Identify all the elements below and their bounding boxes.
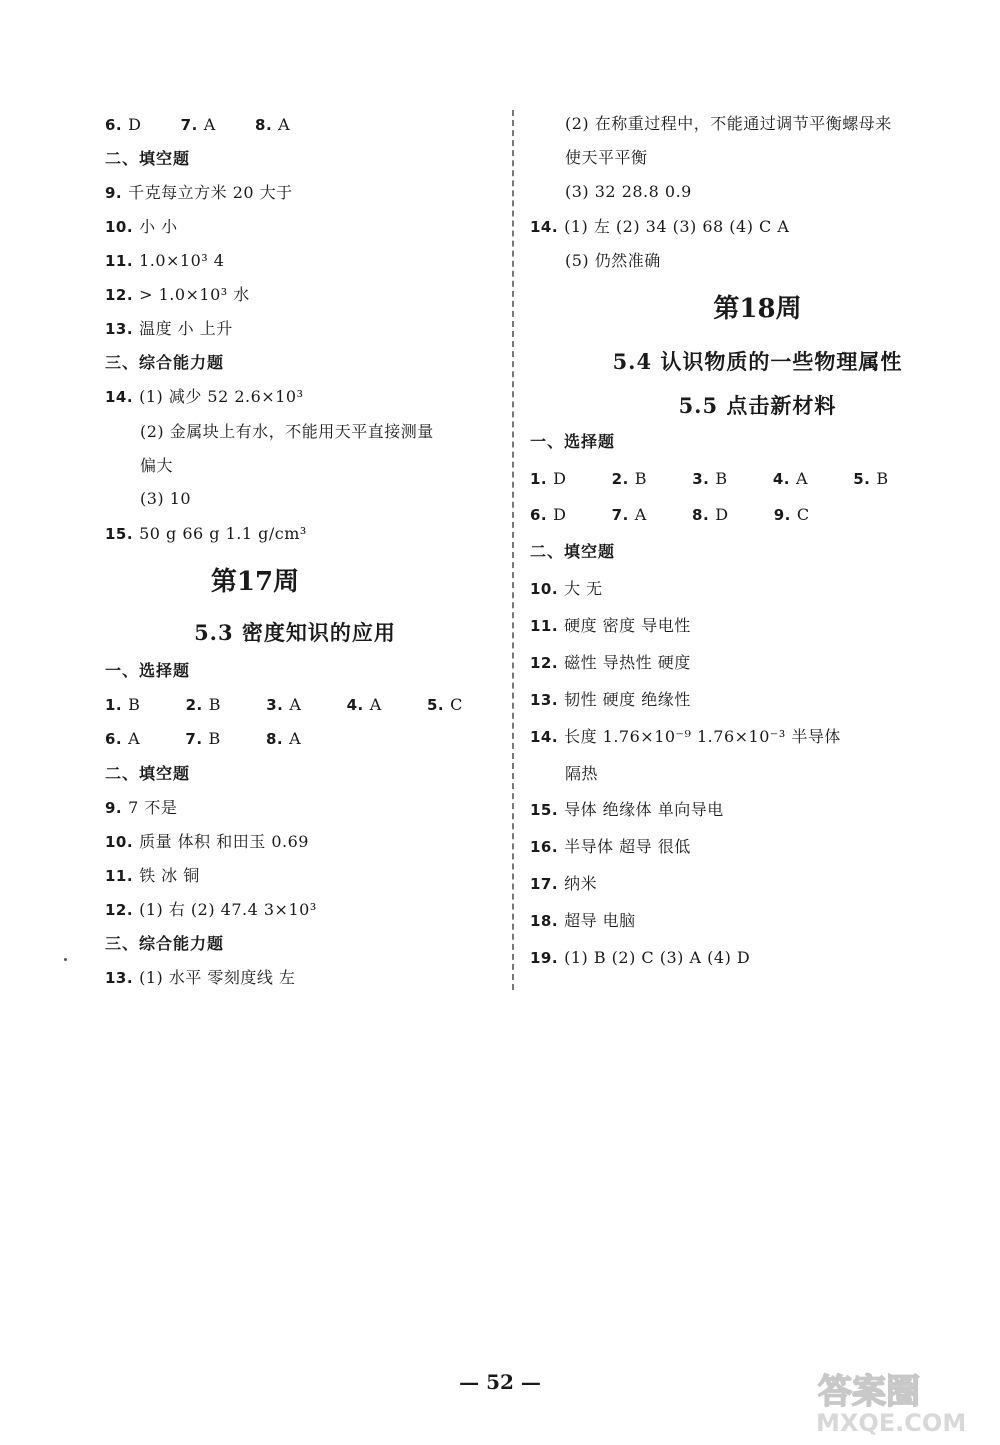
question-number: 2. bbox=[611, 470, 629, 488]
answer-row bbox=[530, 911, 636, 931]
answer-row: (3) 32 28.8 0.9 bbox=[565, 182, 692, 201]
question-number: 14. bbox=[105, 388, 134, 406]
answer-text: 1.0×10³ 4 bbox=[139, 251, 225, 270]
question-number: 1. bbox=[530, 470, 548, 488]
question-number: 1. bbox=[105, 696, 123, 714]
question-number: 4. bbox=[772, 470, 790, 488]
answer-row bbox=[105, 251, 224, 271]
answer-row bbox=[105, 968, 296, 988]
answer-text: 磁性 导热性 硬度 bbox=[564, 653, 691, 672]
question-number: 10. bbox=[105, 833, 134, 851]
answer-row bbox=[530, 727, 841, 747]
answer-row bbox=[105, 798, 177, 818]
question-number: 9. bbox=[105, 184, 123, 202]
answer-text: 质量 体积 和田玉 0.69 bbox=[139, 832, 309, 851]
question-number: 16. bbox=[530, 838, 559, 856]
section-heading: 二、填空题 bbox=[105, 149, 191, 168]
answer-text: B bbox=[128, 695, 141, 714]
answer-text: D bbox=[715, 505, 729, 524]
question-number: 12. bbox=[530, 654, 559, 672]
answer-text: 千克每立方米 20 大于 bbox=[128, 183, 293, 202]
answer-row bbox=[530, 948, 750, 968]
question-number: 15. bbox=[105, 525, 134, 543]
section-heading: 三、综合能力题 bbox=[105, 353, 225, 372]
question-number: 13. bbox=[105, 969, 134, 987]
answer-text: B bbox=[208, 729, 221, 748]
topic-title: 5.4 认识物质的一些物理属性 bbox=[612, 349, 903, 374]
answer-row bbox=[105, 524, 307, 544]
answer-row bbox=[105, 115, 290, 135]
answer-text: B bbox=[715, 469, 728, 488]
question-number: 15. bbox=[530, 801, 559, 819]
answer-text: (1) B (2) C (3) A (4) D bbox=[564, 948, 751, 967]
question-number: 19. bbox=[530, 949, 559, 967]
question-number: 10. bbox=[105, 218, 134, 236]
answer-text: 导体 绝缘体 单向导电 bbox=[564, 800, 724, 819]
answer-text: 纳米 bbox=[564, 874, 598, 893]
question-number: 12. bbox=[105, 286, 134, 304]
question-number: 7. bbox=[611, 506, 629, 524]
answer-row: 使天平平衡 bbox=[565, 148, 648, 167]
answer-row bbox=[530, 653, 691, 673]
answer-row: (3) 10 bbox=[140, 489, 192, 508]
question-number: 17. bbox=[530, 875, 559, 893]
answer-text: (1) 右 (2) 47.4 3×10³ bbox=[139, 900, 317, 919]
answer-row bbox=[105, 729, 301, 749]
question-number: 14. bbox=[530, 218, 559, 236]
answer-text: D bbox=[128, 115, 148, 134]
answer-text: 铁 冰 铜 bbox=[139, 866, 200, 885]
answer-text: A bbox=[795, 469, 809, 488]
column-divider bbox=[512, 110, 514, 990]
answer-text: D bbox=[553, 505, 567, 524]
answer-text: A bbox=[128, 729, 141, 748]
question-number: 8. bbox=[692, 506, 710, 524]
watermark-logo bbox=[810, 1365, 980, 1435]
question-number: 8. bbox=[265, 730, 284, 748]
topic-title: 5.3 密度知识的应用 bbox=[194, 620, 396, 645]
question-number: 7. bbox=[180, 116, 198, 134]
answer-row bbox=[105, 183, 293, 203]
answer-row: (2) 金属块上有水，不能用天平直接测量 bbox=[140, 422, 434, 441]
answer-text: A bbox=[278, 115, 291, 134]
answer-text: B bbox=[876, 469, 889, 488]
answer-row bbox=[105, 832, 309, 852]
question-number: 6. bbox=[530, 506, 548, 524]
answer-row bbox=[530, 616, 691, 636]
answer-row bbox=[530, 874, 597, 894]
question-number: 6. bbox=[105, 116, 123, 134]
question-number: 11. bbox=[105, 252, 134, 270]
answer-text: A bbox=[289, 695, 302, 714]
answer-text: 小 小 bbox=[139, 217, 178, 236]
answer-row bbox=[530, 690, 691, 710]
question-number: 3. bbox=[266, 696, 284, 714]
answer-text: 韧性 硬度 绝缘性 bbox=[564, 690, 691, 709]
answer-text: 温度 小 上升 bbox=[139, 319, 233, 338]
question-number: 5. bbox=[426, 696, 445, 714]
question-number: 6. bbox=[105, 730, 123, 748]
answer-row bbox=[530, 217, 789, 237]
question-number: 7. bbox=[185, 730, 203, 748]
answer-text: C bbox=[450, 695, 463, 714]
page-number: — 52 — bbox=[459, 1370, 541, 1394]
answer-text: A bbox=[289, 729, 302, 748]
question-number: 10. bbox=[530, 580, 559, 598]
answer-row: 隔热 bbox=[565, 764, 599, 783]
answer-text: D bbox=[553, 469, 567, 488]
answer-row: 偏大 bbox=[140, 456, 174, 475]
answer-row bbox=[530, 800, 724, 820]
answer-text: > 1.0×10³ 水 bbox=[139, 285, 250, 304]
answer-text: 长度 1.76×10⁻⁹ 1.76×10⁻³ 半导体 bbox=[564, 727, 841, 746]
answer-text: 硬度 密度 导电性 bbox=[564, 616, 691, 635]
question-number: 9. bbox=[773, 506, 791, 524]
section-heading: 三、综合能力题 bbox=[105, 934, 225, 953]
watermark-bottom-text: MXQE.COM bbox=[816, 1409, 967, 1435]
answer-row bbox=[105, 217, 178, 237]
answer-row: (5) 仍然准确 bbox=[565, 251, 661, 270]
answer-text: B bbox=[208, 695, 221, 714]
answer-text: B bbox=[634, 469, 648, 488]
answer-row bbox=[105, 866, 200, 886]
answer-text: (1) 左 (2) 34 (3) 68 (4) C A bbox=[564, 217, 790, 236]
answer-text: A bbox=[634, 505, 647, 524]
answer-row bbox=[530, 505, 810, 525]
question-number: 8. bbox=[255, 116, 273, 134]
answer-row bbox=[105, 285, 250, 305]
answer-row bbox=[105, 695, 463, 715]
answer-text: A bbox=[369, 695, 382, 714]
answer-row bbox=[530, 469, 889, 489]
answer-row bbox=[105, 319, 233, 339]
answer-text: 半导体 超导 很低 bbox=[564, 837, 691, 856]
answer-row bbox=[530, 579, 603, 599]
answer-text: 超导 电脑 bbox=[564, 911, 636, 930]
answer-row: (2) 在称重过程中，不能通过调节平衡螺母来 bbox=[565, 114, 892, 133]
answer-text: 大 无 bbox=[564, 579, 603, 598]
answer-text: (1) 水平 零刻度线 左 bbox=[139, 968, 296, 987]
question-number: 12. bbox=[105, 901, 134, 919]
question-number: 2. bbox=[185, 696, 203, 714]
answer-text: 7 不是 bbox=[128, 798, 178, 817]
question-number: 18. bbox=[530, 912, 559, 930]
question-number: 13. bbox=[530, 691, 559, 709]
answer-text: C bbox=[796, 505, 810, 524]
watermark-top-text: 答案圈 bbox=[818, 1372, 920, 1412]
week-title: 第18周 bbox=[713, 294, 802, 324]
topic-title: 5.5 点击新材料 bbox=[678, 393, 837, 418]
question-number: 5. bbox=[853, 470, 871, 488]
section-heading: 二、填空题 bbox=[530, 542, 616, 561]
answer-text: (1) 减少 52 2.6×10³ bbox=[139, 387, 304, 406]
scan-speck bbox=[64, 958, 67, 961]
section-heading: 二、填空题 bbox=[105, 764, 191, 783]
question-number: 3. bbox=[692, 470, 710, 488]
question-number: 11. bbox=[530, 617, 559, 635]
answer-row bbox=[530, 837, 691, 857]
question-number: 14. bbox=[530, 728, 559, 746]
week-title: 第17周 bbox=[210, 567, 300, 597]
answer-text: 50 g 66 g 1.1 g/cm³ bbox=[139, 524, 307, 543]
watermark-icon bbox=[810, 1365, 980, 1435]
section-heading: 一、选择题 bbox=[105, 661, 191, 680]
section-heading: 一、选择题 bbox=[530, 432, 616, 451]
answer-row bbox=[105, 387, 304, 407]
question-number: 9. bbox=[105, 799, 123, 817]
question-number: 13. bbox=[105, 320, 134, 338]
question-number: 11. bbox=[105, 867, 134, 885]
question-number: 4. bbox=[346, 696, 364, 714]
answer-text: A bbox=[203, 115, 222, 134]
answer-row bbox=[105, 900, 317, 920]
